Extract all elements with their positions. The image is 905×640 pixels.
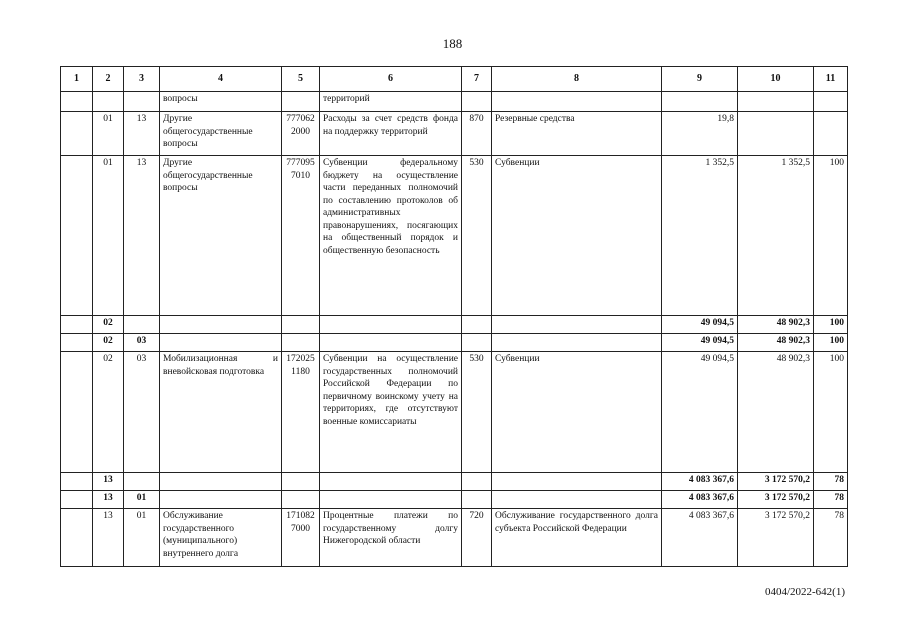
cell: 720 <box>462 509 492 567</box>
cell <box>160 316 282 334</box>
column-header: 3 <box>124 67 160 92</box>
cell: Процентные платежи по государственному долгу Нижегородской области <box>320 509 462 567</box>
column-header: 2 <box>93 67 124 92</box>
cell <box>160 473 282 491</box>
cell: Другие общегосударственные вопросы <box>160 156 282 316</box>
cell <box>462 473 492 491</box>
cell: 49 094,5 <box>662 334 738 352</box>
cell: 3 172 570,2 <box>738 509 814 567</box>
cell <box>61 491 93 509</box>
cell: 48 902,3 <box>738 316 814 334</box>
cell <box>282 316 320 334</box>
cell: Обслуживание государственного долга субъекта Российской Федерации <box>492 509 662 567</box>
cell: 78 <box>814 473 848 491</box>
cell: 4 083 367,6 <box>662 491 738 509</box>
cell: 3 172 570,2 <box>738 473 814 491</box>
cell <box>738 112 814 156</box>
cell <box>462 316 492 334</box>
cell: 13 <box>93 491 124 509</box>
cell <box>61 473 93 491</box>
cell: 01 <box>124 509 160 567</box>
cell: 1 352,5 <box>738 156 814 316</box>
cell: 01 <box>93 156 124 316</box>
cell: вопросы <box>160 92 282 112</box>
cell <box>320 473 462 491</box>
cell <box>662 92 738 112</box>
cell: 49 094,5 <box>662 316 738 334</box>
budget-table <box>60 66 848 567</box>
cell: 02 <box>93 352 124 473</box>
cell: 13 <box>124 112 160 156</box>
column-header: 7 <box>462 67 492 92</box>
cell: территорий <box>320 92 462 112</box>
cell <box>61 509 93 567</box>
table-row <box>61 509 848 567</box>
cell <box>160 334 282 352</box>
cell: Субвенции на осуществление государственных полномочий Российской Федерации по первичному воинскому учету на территориях, где отсутствуют военные комиссариаты <box>320 352 462 473</box>
cell: 777095 7010 <box>282 156 320 316</box>
cell: Другие общегосударственные вопросы <box>160 112 282 156</box>
cell: 530 <box>462 352 492 473</box>
cell <box>462 491 492 509</box>
cell <box>282 92 320 112</box>
column-header: 4 <box>160 67 282 92</box>
cell: 78 <box>814 491 848 509</box>
cell: 78 <box>814 509 848 567</box>
cell: Субвенции федеральному бюджету на осуществление части переданных полномочий по составлению протоколов об административных правонарушениях, посягающих на общественный порядок и общественную безопасность <box>320 156 462 316</box>
table-row <box>61 352 848 473</box>
cell <box>320 491 462 509</box>
column-header: 1 <box>61 67 93 92</box>
cell: 02 <box>93 334 124 352</box>
cell <box>124 473 160 491</box>
cell: 19,8 <box>662 112 738 156</box>
cell: 48 902,3 <box>738 352 814 473</box>
cell <box>124 316 160 334</box>
document-code: 0404/2022-642(1) <box>764 586 845 598</box>
cell <box>492 316 662 334</box>
column-header: 9 <box>662 67 738 92</box>
cell <box>93 92 124 112</box>
table-row <box>61 112 848 156</box>
cell <box>61 334 93 352</box>
column-header: 8 <box>492 67 662 92</box>
cell <box>61 156 93 316</box>
cell: Субвенции <box>492 352 662 473</box>
cell: Мобилизационная и вневойсковая подготовка <box>160 352 282 473</box>
column-header: 5 <box>282 67 320 92</box>
cell <box>492 473 662 491</box>
table-row <box>61 473 848 491</box>
table-row <box>61 92 848 112</box>
cell: 530 <box>462 156 492 316</box>
cell <box>282 491 320 509</box>
cell: 100 <box>814 352 848 473</box>
cell: 100 <box>814 156 848 316</box>
cell: 01 <box>93 112 124 156</box>
cell <box>282 334 320 352</box>
cell <box>61 92 93 112</box>
cell: 48 902,3 <box>738 334 814 352</box>
cell <box>160 491 282 509</box>
cell: 3 172 570,2 <box>738 491 814 509</box>
table-header-row <box>61 67 848 92</box>
cell: 172025 1180 <box>282 352 320 473</box>
cell: 01 <box>124 491 160 509</box>
cell: 13 <box>93 473 124 491</box>
cell <box>61 352 93 473</box>
cell <box>462 334 492 352</box>
cell <box>320 334 462 352</box>
cell <box>282 473 320 491</box>
cell: 4 083 367,6 <box>662 473 738 491</box>
table-row <box>61 334 848 352</box>
cell: 100 <box>814 334 848 352</box>
cell: 870 <box>462 112 492 156</box>
cell: 777062 2000 <box>282 112 320 156</box>
cell <box>492 334 662 352</box>
cell <box>61 316 93 334</box>
cell <box>492 92 662 112</box>
cell: Обслуживание государственного (муниципального) внутреннего долга <box>160 509 282 567</box>
table-row <box>61 316 848 334</box>
table-row <box>61 156 848 316</box>
cell <box>124 92 160 112</box>
page-number: 188 <box>442 36 463 51</box>
cell: 13 <box>93 509 124 567</box>
cell <box>320 316 462 334</box>
cell <box>814 112 848 156</box>
cell: 171082 7000 <box>282 509 320 567</box>
cell: 1 352,5 <box>662 156 738 316</box>
cell <box>61 112 93 156</box>
column-header: 6 <box>320 67 462 92</box>
cell: Расходы за счет средств фонда на поддержку территорий <box>320 112 462 156</box>
cell: 02 <box>93 316 124 334</box>
table-row <box>61 491 848 509</box>
cell: 4 083 367,6 <box>662 509 738 567</box>
cell: Резервные средства <box>492 112 662 156</box>
cell <box>738 92 814 112</box>
cell <box>492 491 662 509</box>
cell: 49 094,5 <box>662 352 738 473</box>
column-header: 10 <box>738 67 814 92</box>
cell: 100 <box>814 316 848 334</box>
cell: 13 <box>124 156 160 316</box>
cell <box>462 92 492 112</box>
column-header: 11 <box>814 67 848 92</box>
cell: Субвенции <box>492 156 662 316</box>
cell: 03 <box>124 352 160 473</box>
cell: 03 <box>124 334 160 352</box>
cell <box>814 92 848 112</box>
